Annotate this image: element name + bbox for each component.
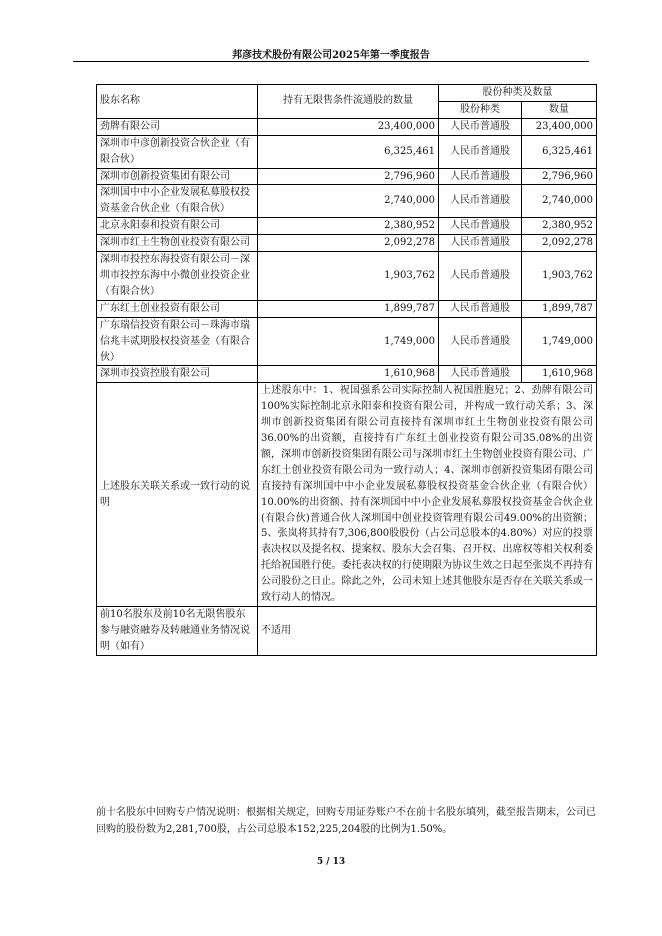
unrestricted-qty: 2,740,000 [258, 185, 439, 218]
shareholder-name: 深圳市投资控股有限公司 [97, 366, 258, 383]
share-type: 人民币普通股 [439, 317, 522, 366]
table-row [97, 235, 597, 252]
relation-row [97, 383, 597, 607]
share-type: 人民币普通股 [439, 300, 522, 317]
unrestricted-qty: 6,325,461 [258, 135, 439, 168]
margin-trading-label: 前10名股东及前10名无限售股东参与融资融券及转融通业务情况说明（如有） [97, 607, 258, 656]
share-count: 1,749,000 [522, 317, 597, 366]
shareholder-name: 深圳市创新投资集团有限公司 [97, 168, 258, 185]
margin-trading-text: 不适用 [258, 607, 597, 656]
shareholder-name: 深圳市中彦创新投资合伙企业（有限合伙） [97, 135, 258, 168]
shareholder-name: 深圳国中中小企业发展私募股权投资基金合伙企业（有限合伙） [97, 185, 258, 218]
header-shareholder-name: 股东名称 [97, 85, 258, 119]
unrestricted-qty: 2,380,952 [258, 218, 439, 235]
margin-trading-row [97, 607, 597, 656]
share-count: 2,796,960 [522, 168, 597, 185]
unrestricted-qty: 1,749,000 [258, 317, 439, 366]
shareholder-table [96, 84, 597, 656]
unrestricted-qty: 2,796,960 [258, 168, 439, 185]
unrestricted-qty: 1,899,787 [258, 300, 439, 317]
shareholder-name: 劲牌有限公司 [97, 118, 258, 135]
shareholder-name: 广东红土创业投资有限公司 [97, 300, 258, 317]
relation-text: 上述股东中：1、祝国强系公司实际控制人祝国胜胞兄；2、劲牌有限公司100%实际控制北京永阳泰和投资有限公司，并构成一致行动关系；3、深圳市创新投资集团有限公司直接持有深圳市红土生物创业投资有限公司36.00%的出资额，直接持有广东红土创业投资有限公司35.08%的出资额，深圳市创新投资集团有限公司与深圳市红土生物创业投资有限公司、广东红土创业投资有限公司为一致行动人；4、深圳市创新投资集团有限公司直接持有深圳国中中小企业发展私募股权投资基金合伙企业（有限合伙）10.00%的出资额、持有深圳国中中小企业发展私募股权投资基金合伙企业(有限合伙)普通合伙人深圳国中创业投资管理有限公司49.00%的出资额；5、张岚将其持有7,306,800股股份（占公司总股本的4.80%）对应的投票表决权以及提名权、提案权、股东大会召集、召开权、出席权等相关权利委托给祝国胜行使。委托表决权的行使期限为协议生效之日起至张岚不再持有公司股份之日止。除此之外，公司未知上述其他股东是否存在关联关系或一致行动人的情况。 [258, 383, 597, 607]
report-header: 邦彦技术股份有限公司2025年第一季度报告 [232, 50, 430, 61]
repurchase-note: 前十名股东中回购专户情况说明：根据相关规定，回购专用证券账户不在前十名股东填列，截至报告期末，公司已回购的股份数为2,281,700股，占公司总股本152,225,204股的比例为1.50%。 [96, 807, 596, 835]
header-share-count: 数量 [522, 101, 597, 118]
table-row [97, 366, 597, 383]
shareholder-name: 广东瑞信投资有限公司－珠海市瑞信兆丰贰期股权投资基金（有限合伙） [97, 317, 258, 366]
header-share-type: 股份种类 [439, 101, 522, 118]
table-row [97, 118, 597, 135]
share-type: 人民币普通股 [439, 185, 522, 218]
share-type: 人民币普通股 [439, 366, 522, 383]
unrestricted-qty: 2,092,278 [258, 235, 439, 252]
table-row [97, 252, 597, 301]
table-row [97, 185, 597, 218]
share-count: 23,400,000 [522, 118, 597, 135]
relation-label: 上述股东关联关系或一致行动的说明 [97, 383, 258, 607]
share-count: 2,740,000 [522, 185, 597, 218]
share-type: 人民币普通股 [439, 168, 522, 185]
share-count: 2,380,952 [522, 218, 597, 235]
share-type: 人民币普通股 [439, 218, 522, 235]
page-number: 5 / 13 [316, 857, 346, 867]
unrestricted-qty: 1,610,968 [258, 366, 439, 383]
header-unrestricted-qty: 持有无限售条件流通股的数量 [258, 85, 439, 119]
shareholder-name: 深圳市红土生物创业投资有限公司 [97, 235, 258, 252]
share-count: 2,092,278 [522, 235, 597, 252]
share-count: 1,610,968 [522, 366, 597, 383]
table-row [97, 135, 597, 168]
header-share-type-group: 股份种类及数量 [439, 85, 597, 102]
share-type: 人民币普通股 [439, 118, 522, 135]
table-header-row [97, 85, 597, 102]
share-type: 人民币普通股 [439, 252, 522, 301]
header-divider [73, 61, 589, 62]
share-count: 1,903,762 [522, 252, 597, 301]
shareholder-name: 北京永阳泰和投资有限公司 [97, 218, 258, 235]
table-row [97, 168, 597, 185]
table-row [97, 218, 597, 235]
table-row [97, 317, 597, 366]
unrestricted-qty: 23,400,000 [258, 118, 439, 135]
share-type: 人民币普通股 [439, 135, 522, 168]
table-row [97, 300, 597, 317]
share-type: 人民币普通股 [439, 235, 522, 252]
unrestricted-qty: 1,903,762 [258, 252, 439, 301]
share-count: 1,899,787 [522, 300, 597, 317]
shareholder-name: 深圳市投控东海投资有限公司－深圳市投控东海中小微创业投资企业（有限合伙） [97, 252, 258, 301]
share-count: 6,325,461 [522, 135, 597, 168]
